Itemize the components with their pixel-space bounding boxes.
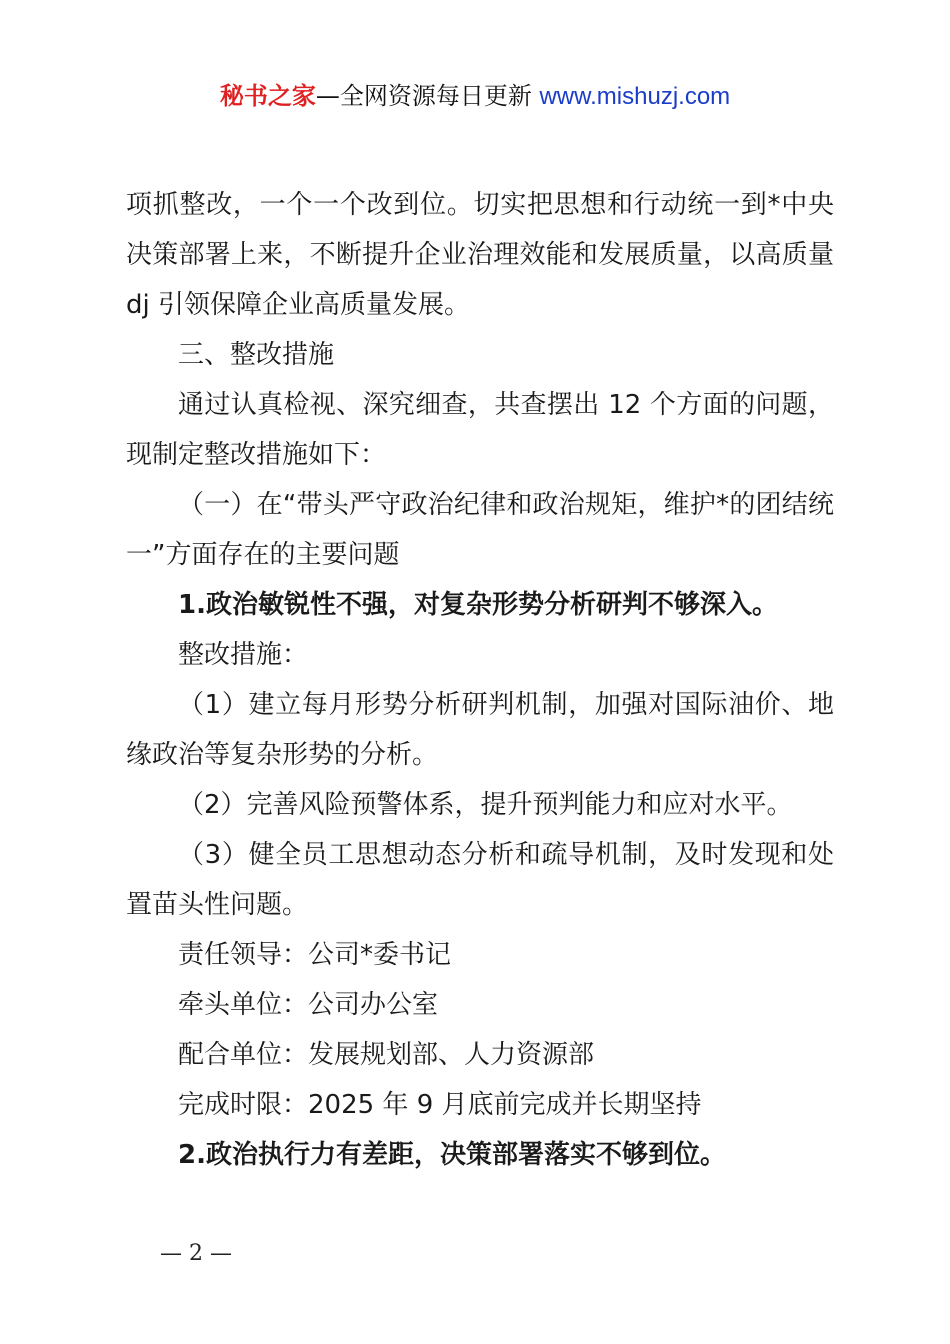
intro-paragraph: 通过认真检视、深究细查，共查摆出 12 个方面的问题，现制定整改措施如下： [126, 390, 834, 470]
issue-heading-1: 1.政治敏锐性不强，对复杂形势分析研判不够深入。 [178, 590, 778, 620]
measure-item-2: （2）完善风险预警体系，提升预判能力和应对水平。 [178, 790, 793, 820]
measure-item-1: （1）建立每月形势分析研判机制，加强对国际油价、地缘政治等复杂形势的分析。 [126, 690, 834, 770]
brand-name: 秘书之家 [219, 82, 316, 110]
responsible-leader: 责任领导：公司*委书记 [178, 940, 452, 970]
measure-item-3: （3）健全员工思想动态分析和疏导机制，及时发现和处置苗头性问题。 [126, 840, 834, 920]
document-body [126, 180, 834, 1180]
site-url-link[interactable]: www.mishuzj.com [539, 83, 731, 110]
deadline: 完成时限：2025 年 9 月底前完成并长期坚持 [178, 1090, 702, 1120]
page-number: — 2 — [160, 1241, 232, 1266]
subsection-heading-one: （一）在“带头严守政治纪律和政治规矩，维护*的团结统一”方面存在的主要问题 [126, 490, 834, 570]
site-header [0, 78, 950, 115]
lead-unit: 牵头单位：公司办公室 [178, 990, 439, 1020]
section-heading-rectification: 三、整改措施 [178, 340, 335, 370]
measures-label: 整改措施： [178, 640, 309, 670]
issue-heading-2: 2.政治执行力有差距，决策部署落实不够到位。 [178, 1140, 726, 1170]
header-tagline: —全网资源每日更新 [315, 82, 540, 110]
supporting-units: 配合单位：发展规划部、人力资源部 [178, 1040, 595, 1070]
body-paragraph-continuation: 项抓整改，一个一个改到位。切实把思想和行动统一到*中央决策部署上来，不断提升企业治理效能和发展质量，以高质量 dj 引领保障企业高质量发展。 [126, 190, 834, 320]
